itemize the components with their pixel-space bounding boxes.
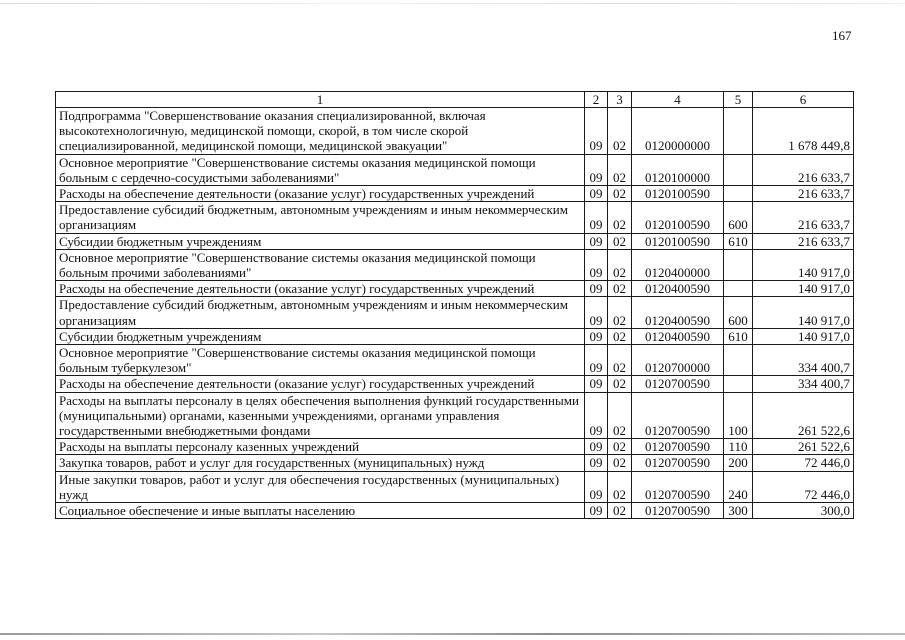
col-header-2: 2 <box>585 92 608 108</box>
row-target-code: 0120700590 <box>632 455 724 471</box>
row-name: Социальное обеспечение и иные выплаты населению <box>56 503 585 519</box>
row-subsection: 02 <box>608 281 632 297</box>
table-row <box>56 297 854 328</box>
row-subsection: 02 <box>608 471 632 502</box>
row-expense-type: 200 <box>724 455 753 471</box>
row-section: 09 <box>585 471 608 502</box>
table-row <box>56 376 854 392</box>
row-expense-type: 100 <box>724 392 753 439</box>
header-row <box>56 92 854 108</box>
row-expense-type: 600 <box>724 297 753 328</box>
row-amount: 334 400,7 <box>753 376 854 392</box>
table-row <box>56 439 854 455</box>
row-target-code: 0120700590 <box>632 376 724 392</box>
row-amount: 72 446,0 <box>753 455 854 471</box>
col-header-6: 6 <box>753 92 854 108</box>
row-name: Основное мероприятие "Совершенствование системы оказания медицинской помощи больным с сердечно-сосудистыми заболеваниями" <box>56 154 585 185</box>
col-header-1: 1 <box>56 92 585 108</box>
row-amount: 216 633,7 <box>753 202 854 233</box>
table-row <box>56 202 854 233</box>
row-name: Расходы на обеспечение деятельности (оказание услуг) государственных учреждений <box>56 376 585 392</box>
row-subsection: 02 <box>608 186 632 202</box>
row-section: 09 <box>585 455 608 471</box>
row-amount: 140 917,0 <box>753 328 854 344</box>
row-target-code: 0120400000 <box>632 249 724 280</box>
row-amount: 334 400,7 <box>753 345 854 376</box>
row-subsection: 02 <box>608 455 632 471</box>
row-section: 09 <box>585 186 608 202</box>
row-subsection: 02 <box>608 297 632 328</box>
row-subsection: 02 <box>608 108 632 155</box>
scan-edge-bottom <box>0 633 905 635</box>
row-amount: 216 633,7 <box>753 154 854 185</box>
table-row <box>56 281 854 297</box>
row-expense-type <box>724 345 753 376</box>
row-name: Субсидии бюджетным учреждениям <box>56 233 585 249</box>
row-amount: 140 917,0 <box>753 281 854 297</box>
row-subsection: 02 <box>608 233 632 249</box>
row-section: 09 <box>585 345 608 376</box>
row-name: Предоставление субсидий бюджетным, автономным учреждениям и иным некоммерческим организациям <box>56 202 585 233</box>
table-row <box>56 345 854 376</box>
row-amount: 140 917,0 <box>753 249 854 280</box>
row-subsection: 02 <box>608 154 632 185</box>
row-name: Расходы на обеспечение деятельности (оказание услуг) государственных учреждений <box>56 281 585 297</box>
table-row <box>56 455 854 471</box>
row-amount: 72 446,0 <box>753 471 854 502</box>
table-row <box>56 186 854 202</box>
row-amount: 261 522,6 <box>753 439 854 455</box>
table-body <box>56 108 854 519</box>
row-amount: 1 678 449,8 <box>753 108 854 155</box>
row-amount: 261 522,6 <box>753 392 854 439</box>
row-subsection: 02 <box>608 249 632 280</box>
table-row <box>56 392 854 439</box>
row-target-code: 0120700590 <box>632 392 724 439</box>
row-target-code: 0120400590 <box>632 281 724 297</box>
row-target-code: 0120700590 <box>632 439 724 455</box>
row-target-code: 0120100590 <box>632 233 724 249</box>
row-expense-type: 110 <box>724 439 753 455</box>
row-expense-type: 300 <box>724 503 753 519</box>
row-expense-type <box>724 186 753 202</box>
row-target-code: 0120100590 <box>632 202 724 233</box>
row-name: Предоставление субсидий бюджетным, автономным учреждениям и иным некоммерческим организациям <box>56 297 585 328</box>
row-expense-type: 240 <box>724 471 753 502</box>
col-header-3: 3 <box>608 92 632 108</box>
row-target-code: 0120700590 <box>632 471 724 502</box>
row-name: Основное мероприятие "Совершенствование системы оказания медицинской помощи больным туберкулезом" <box>56 345 585 376</box>
row-name: Иные закупки товаров, работ и услуг для обеспечения государственных (муниципальных) нужд <box>56 471 585 502</box>
row-target-code: 0120700000 <box>632 345 724 376</box>
row-section: 09 <box>585 281 608 297</box>
row-name: Закупка товаров, работ и услуг для государственных (муниципальных) нужд <box>56 455 585 471</box>
row-expense-type <box>724 249 753 280</box>
row-subsection: 02 <box>608 345 632 376</box>
row-expense-type: 600 <box>724 202 753 233</box>
row-expense-type: 610 <box>724 233 753 249</box>
row-section: 09 <box>585 202 608 233</box>
row-name: Основное мероприятие "Совершенствование системы оказания медицинской помощи больным прочими заболеваниями" <box>56 249 585 280</box>
row-name: Субсидии бюджетным учреждениям <box>56 328 585 344</box>
table-row <box>56 503 854 519</box>
row-subsection: 02 <box>608 439 632 455</box>
table-row <box>56 154 854 185</box>
row-expense-type: 610 <box>724 328 753 344</box>
row-target-code: 0120100000 <box>632 154 724 185</box>
row-target-code: 0120000000 <box>632 108 724 155</box>
row-subsection: 02 <box>608 503 632 519</box>
row-amount: 216 633,7 <box>753 186 854 202</box>
row-section: 09 <box>585 108 608 155</box>
row-name: Расходы на выплаты персоналу казенных учреждений <box>56 439 585 455</box>
row-subsection: 02 <box>608 202 632 233</box>
row-expense-type <box>724 108 753 155</box>
col-header-4: 4 <box>632 92 724 108</box>
row-subsection: 02 <box>608 376 632 392</box>
table-row <box>56 108 854 155</box>
scan-edge-top <box>0 3 905 4</box>
row-subsection: 02 <box>608 328 632 344</box>
row-amount: 300,0 <box>753 503 854 519</box>
page-number: 167 <box>832 28 852 43</box>
row-section: 09 <box>585 249 608 280</box>
row-section: 09 <box>585 233 608 249</box>
row-expense-type <box>724 281 753 297</box>
table-row <box>56 249 854 280</box>
row-target-code: 0120700590 <box>632 503 724 519</box>
row-target-code: 0120100590 <box>632 186 724 202</box>
row-section: 09 <box>585 154 608 185</box>
row-section: 09 <box>585 439 608 455</box>
row-target-code: 0120400590 <box>632 297 724 328</box>
row-section: 09 <box>585 392 608 439</box>
row-section: 09 <box>585 376 608 392</box>
row-expense-type <box>724 376 753 392</box>
table-row <box>56 471 854 502</box>
table-row <box>56 233 854 249</box>
row-amount: 140 917,0 <box>753 297 854 328</box>
row-section: 09 <box>585 503 608 519</box>
row-subsection: 02 <box>608 392 632 439</box>
row-target-code: 0120400590 <box>632 328 724 344</box>
row-name: Расходы на обеспечение деятельности (оказание услуг) государственных учреждений <box>56 186 585 202</box>
row-name: Расходы на выплаты персоналу в целях обеспечения выполнения функций государственными (муниципальными) органами, казенными учреждениями, органами управления государственными внебюджетными фондами <box>56 392 585 439</box>
row-section: 09 <box>585 297 608 328</box>
row-expense-type <box>724 154 753 185</box>
table-row <box>56 328 854 344</box>
col-header-5: 5 <box>724 92 753 108</box>
budget-table <box>55 91 854 519</box>
row-name: Подпрограмма "Совершенствование оказания специализированной, включая высокотехнологичную, медицинской помощи, скорой, в том числе скорой специализированной, медицинской помощи, медицинской эвакуации" <box>56 108 585 155</box>
row-amount: 216 633,7 <box>753 233 854 249</box>
row-section: 09 <box>585 328 608 344</box>
